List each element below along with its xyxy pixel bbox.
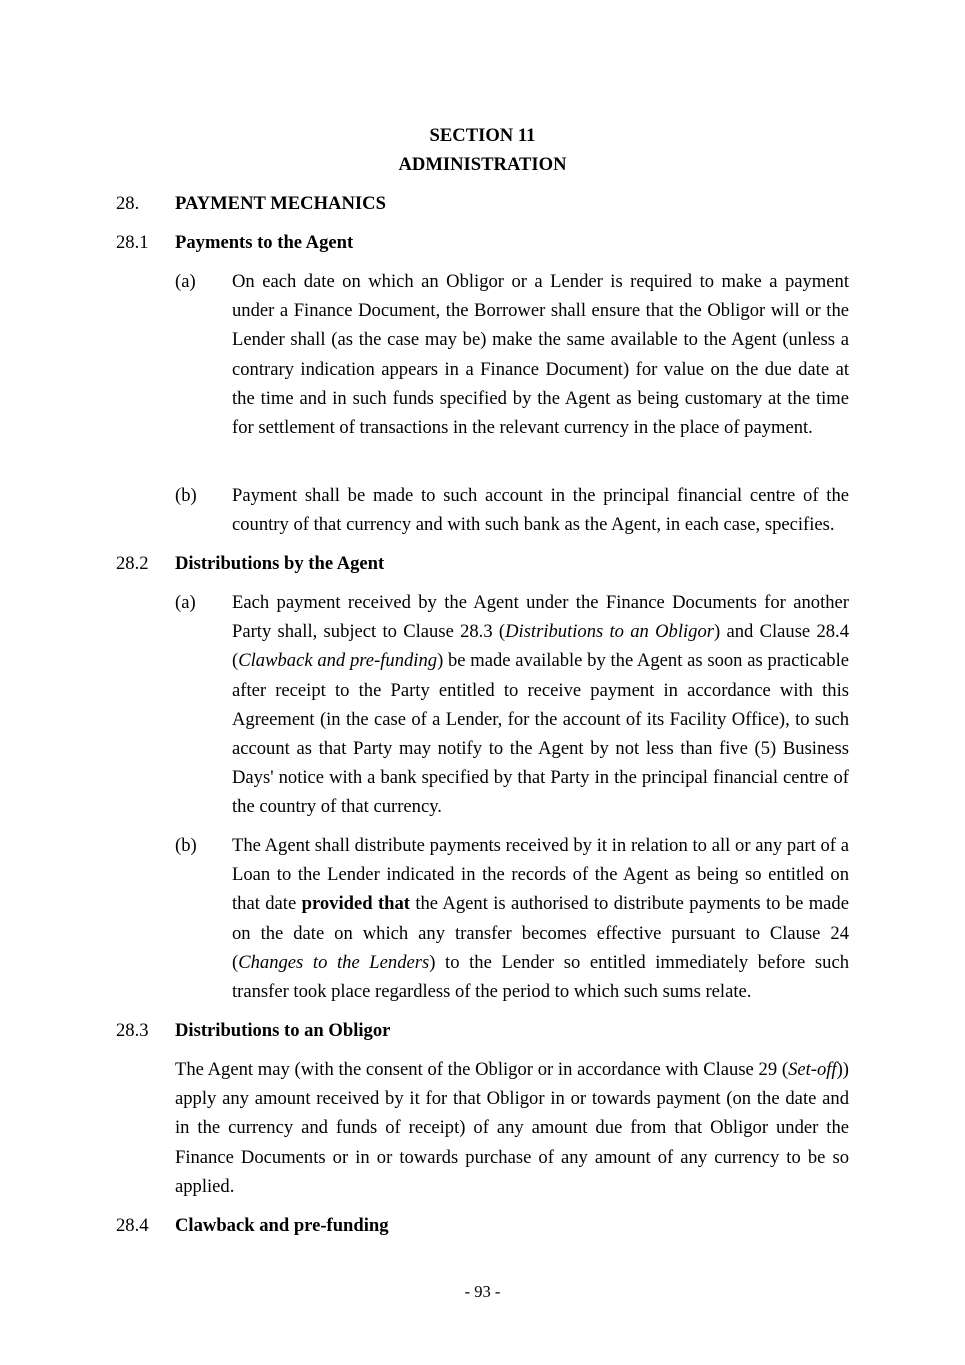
para-28-2-a-part2: ) and Clause 28.4 ( <box>232 621 849 672</box>
section-title: ADMINISTRATION <box>398 154 567 175</box>
para-28-2-b-text <box>232 831 849 1006</box>
subclause-28-4-number: 28.4 <box>116 1215 149 1236</box>
para-28-1-b-text: Payment shall be made to such account in the principal financial centre of the country of that currency and with such bank as the Agent, in each case, specifies. <box>232 485 849 536</box>
subclause-28-1-number: 28.1 <box>116 232 149 253</box>
para-28-2-a-italic1: Distributions to an Obligor <box>505 621 714 643</box>
para-28-2-a-part1: Each payment received by the Agent under the Finance Documents for another Party shall, subject to Clause 28.3 ( <box>232 592 849 643</box>
clause-number: 28. <box>116 193 140 214</box>
para-28-2-b-label: (b) <box>175 835 197 856</box>
para-28-2-a-part3: ) be made available by the Agent as soon as practicable after receipt to the Party entitled to receive payment in accordance with this Agreement (in the case of a Lender, for the account of its Facility Office), to such account as that Party may notify to the Agent by not less than five (5) Business Days' notice with a bank specified by that Party in the principal financial centre of the country of that currency. <box>232 650 849 818</box>
para-28-3-part2: )) apply any amount received by it for that Obligor in or towards payment (on the date and in the currency and funds of receipt) of any amount due from that Obligor under the Finance Documents or in or towards purchase of any amount of any currency to be so applied. <box>175 1059 849 1197</box>
para-28-2-b-part3: ) to the Lender so entitled immediately before such transfer took place regardless of the period to which such sums relate. <box>232 951 849 1003</box>
clause-title: PAYMENT MECHANICS <box>175 193 386 214</box>
para-28-2-b-part1: The Agent shall distribute payments received by it in relation to all or any part of a Loan to the Lender indicated in the records of the Agent as being so entitled on that date <box>232 835 849 915</box>
para-28-2-b-part2: the Agent is authorised to distribute payments to be made on the date on which any transfer becomes effective pursuant to Clause 24 ( <box>232 893 849 973</box>
subclause-28-3-title: Distributions to an Obligor <box>175 1020 391 1041</box>
subclause-28-2-title: Distributions by the Agent <box>175 553 385 574</box>
subclause-28-2-number: 28.2 <box>116 553 149 574</box>
para-28-1-b-label: (b) <box>175 485 197 506</box>
para-28-1-a-text: On each date on which an Obligor or a Lender is required to make a payment under a Finance Document, the Borrower shall ensure that the Obligor will or the Lender shall (as the case may be) make the same available to the Agent (unless a contrary indication appears in a Finance Document) for value on the due date at the time and in such funds specified by the Agent as being customary at the time for settlement of transactions in the relevant currency in the place of payment. <box>232 271 849 439</box>
para-28-3-text <box>175 1055 849 1201</box>
page-number: - 93 - <box>464 1282 501 1301</box>
subclause-28-1-title: Payments to the Agent <box>175 232 354 253</box>
para-28-2-a-text <box>232 588 849 822</box>
subclause-28-4-title: Clawback and pre-funding <box>175 1215 389 1236</box>
para-28-3-part1: The Agent may (with the consent of the Obligor or in accordance with Clause 29 ( <box>175 1059 789 1080</box>
para-28-3-italic: Set-off <box>788 1059 837 1080</box>
para-28-2-a-label: (a) <box>175 592 196 613</box>
para-28-2-b-bold: provided that <box>301 893 410 915</box>
para-28-2-a-italic2: Clawback and pre-funding <box>238 650 438 672</box>
subclause-28-3-number: 28.3 <box>116 1020 149 1041</box>
para-28-1-a-label: (a) <box>175 271 196 292</box>
para-28-2-b-italic: Changes to the Lenders <box>238 951 430 973</box>
section-label: SECTION 11 <box>429 125 536 146</box>
